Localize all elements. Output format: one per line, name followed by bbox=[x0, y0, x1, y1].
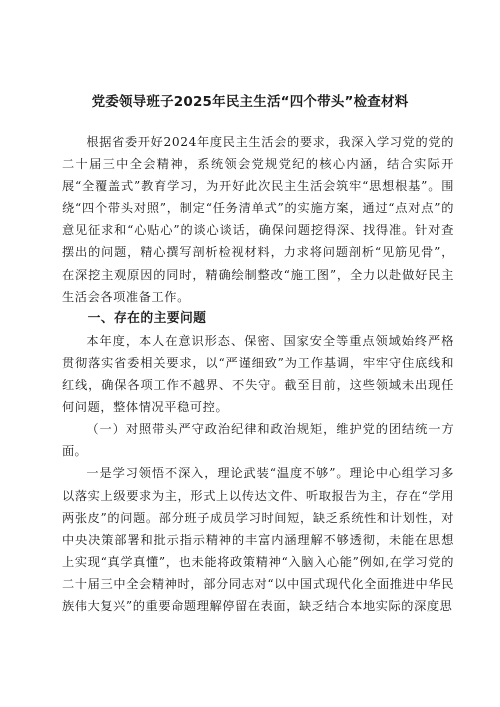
document-body bbox=[62, 131, 454, 617]
intro-paragraph: 根据省委开好2024年度民主生活会的要求，我深入学习党的党的二十届三中全会精神，系统领会党规党纪的核心内涵，结合实际开展“全覆盖式”教育学习，为开好此次民主生活会筑牢“思想根基”。围绕“四个带头对照”，制定“任务清单式”的实施方案，通过“点对点”的意见征求和“心贴心”的谈心谈话，确保问题挖得深、找得准。针对查摆出的问题，精心撰写剖析检视材料，力求将问题剖析“见筋见骨”，在深挖主观原因的同时，精确绘制整改“施工图”，全力以赴做好民主生活会各项准备工作。 bbox=[62, 135, 454, 304]
section-paragraph-overview: 本年度，本人在意识形态、保密、国家安全等重点领域始终严格贯彻落实省委相关要求，以“严谨细致”为工作基调，牢牢守住底线和红线，确保各项工作不越界、不失守。截至目前，这些领域未出现任何问题，整体情况平稳可控。 bbox=[62, 333, 454, 415]
document-title: 党委领导班子2025年民主生活“四个带头”检查材料 bbox=[91, 94, 409, 110]
subsection-paragraph-study: 一是学习领悟不深入，理论武装“温度不够”。理论中心组学习多以落实上级要求为主，形式上以传达文件、听取报告为主，存在“学用两张皮”的问题。部分班子成员学习时间短，缺乏系统性和计划性，对中央决策部署和批示指示精神的丰富内涵理解不够透彻，未能在思想上实现“真学真懂”，也未能将政策精神“入脑入心能”例如,在学习党的二十届三中全会精神时，部分同志对“以中国式现代化全面推进中华民族伟大复兴”的重要命题理解停留在表面，缺乏结合本地实际的深度思 bbox=[62, 466, 454, 613]
subsection-heading-political-discipline: （一）对照带头严守政治纪律和政治规矩，维护党的团结统一方面。 bbox=[62, 422, 454, 459]
section-heading-problems: 一、存在的主要问题 bbox=[87, 310, 207, 326]
